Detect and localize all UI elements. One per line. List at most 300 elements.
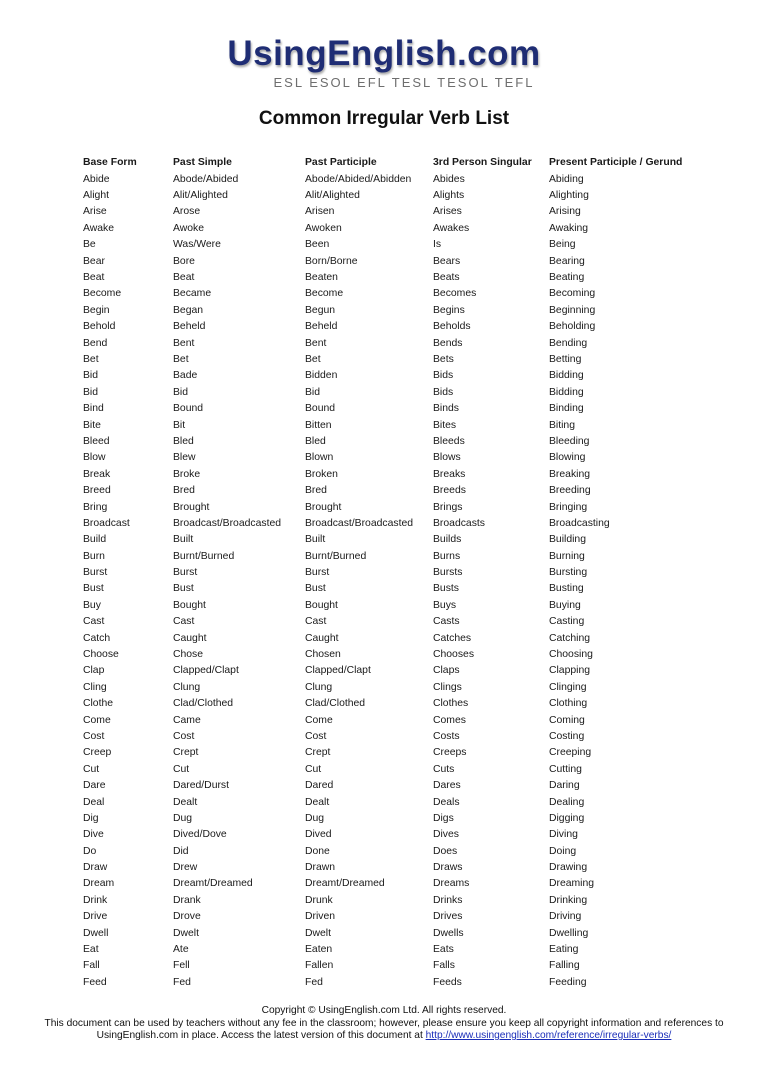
cell-third-person: Does [433, 845, 458, 857]
cell-present-participle: Drinking [549, 894, 588, 906]
cell-present-participle: Burning [549, 550, 585, 562]
cell-third-person: Catches [433, 632, 472, 644]
site-logo [0, 34, 768, 90]
cell-base-form: Begin [83, 304, 110, 316]
cell-third-person: Busts [433, 583, 459, 595]
cell-past-simple: Dived/Dove [173, 829, 227, 841]
cell-past-simple: Bit [173, 419, 186, 431]
cell-past-participle: Bet [305, 353, 321, 365]
cell-past-participle: Burst [305, 567, 330, 579]
cell-past-simple: Broadcast/Broadcasted [173, 517, 282, 529]
table-row [79, 843, 699, 859]
table-row [79, 597, 699, 613]
cell-present-participle: Cutting [549, 763, 582, 775]
cell-third-person: Beats [433, 272, 460, 284]
page-title: Common Irregular Verb List [258, 108, 510, 129]
cell-past-simple: Chose [173, 649, 204, 661]
cell-present-participle: Digging [549, 812, 585, 824]
table-row [79, 777, 699, 793]
cell-base-form: Dare [83, 780, 106, 792]
cell-past-participle: Alit/Alighted [305, 190, 360, 202]
cell-third-person: Binds [433, 403, 459, 415]
table-row [79, 499, 699, 515]
cell-base-form: Bleed [83, 435, 110, 447]
cell-past-participle: Bust [305, 583, 326, 595]
cell-base-form: Beat [83, 272, 105, 284]
cell-past-participle: Bid [305, 386, 321, 398]
table-row [79, 761, 699, 777]
cell-base-form: Bid [83, 370, 99, 382]
column-header-base-form: Base Form [83, 157, 137, 168]
cell-past-participle: Dived [305, 829, 332, 841]
cell-base-form: Become [83, 288, 122, 300]
cell-third-person: Bets [433, 353, 454, 365]
cell-past-participle: Bidden [305, 370, 338, 382]
cell-third-person: Awakes [433, 222, 470, 234]
cell-present-participle: Costing [549, 730, 585, 742]
table-row [79, 614, 699, 630]
cell-present-participle: Bending [549, 337, 588, 349]
cell-past-simple: Cost [173, 730, 195, 742]
cell-base-form: Cast [83, 616, 105, 628]
table-row [79, 810, 699, 826]
cell-present-participle: Doing [549, 845, 577, 857]
cell-present-participle: Awaking [549, 222, 589, 234]
cell-past-participle: Cut [305, 763, 322, 775]
cell-third-person: Is [433, 239, 442, 251]
cell-third-person: Bids [433, 370, 454, 382]
usage-notice [20, 1018, 748, 1043]
table-row [79, 319, 699, 335]
cell-third-person: Bursts [433, 567, 463, 579]
cell-past-participle: Chosen [305, 649, 341, 661]
cell-present-participle: Feeding [549, 976, 587, 988]
cell-present-participle: Diving [549, 829, 578, 841]
cell-third-person: Arises [433, 206, 462, 218]
cell-past-participle: Drunk [305, 894, 333, 906]
cell-third-person: Falls [433, 960, 455, 972]
cell-present-participle: Buying [549, 599, 581, 611]
irregular-verb-table [79, 154, 699, 991]
cell-past-participle: Broadcast/Broadcasted [305, 517, 414, 529]
table-row [79, 384, 699, 400]
cell-past-participle: Fallen [305, 960, 334, 972]
usage-notice-text: This document can be used by teachers without any fee in the classroom; however, please ensure you keep all copyright information and references to UsingEnglish.com in place. Access the latest version of this document at [44, 1017, 724, 1041]
cell-base-form: Fall [83, 960, 100, 972]
table-row [79, 679, 699, 695]
cell-base-form: Draw [83, 862, 108, 874]
cell-base-form: Drink [83, 894, 108, 906]
table-row [79, 286, 699, 302]
table-row [79, 909, 699, 925]
cell-third-person: Bends [433, 337, 463, 349]
cell-base-form: Blow [83, 452, 106, 464]
cell-present-participle: Binding [549, 403, 584, 415]
cell-past-participle: Done [305, 845, 330, 857]
cell-past-participle: Bred [305, 485, 327, 497]
cell-present-participle: Betting [549, 353, 582, 365]
table-row [79, 253, 699, 269]
cell-past-simple: Cast [173, 616, 195, 628]
cell-past-simple: Bet [173, 353, 189, 365]
cell-present-participle: Beholding [549, 321, 596, 333]
table-row [79, 302, 699, 318]
cell-third-person: Creeps [433, 747, 467, 759]
cell-base-form: Bind [83, 403, 104, 415]
column-header-present-participle: Present Participle / Gerund [549, 157, 683, 168]
table-row [79, 417, 699, 433]
cell-past-participle: Caught [305, 632, 339, 644]
cell-present-participle: Bearing [549, 255, 585, 267]
table-row [79, 548, 699, 564]
cell-base-form: Deal [83, 796, 105, 808]
cell-present-participle: Clinging [549, 681, 587, 693]
table-row [79, 171, 699, 187]
cell-present-participle: Catching [549, 632, 591, 644]
cell-past-participle: Dreamt/Dreamed [305, 878, 385, 890]
cell-third-person: Dares [433, 780, 461, 792]
cell-present-participle: Dealing [549, 796, 585, 808]
cell-past-participle: Broken [305, 468, 338, 480]
cell-past-participle: Bitten [305, 419, 332, 431]
cell-base-form: Broadcast [83, 517, 130, 529]
cell-base-form: Burst [83, 567, 108, 579]
cell-third-person: Drives [433, 911, 463, 923]
table-row [79, 941, 699, 957]
cell-present-participle: Bleeding [549, 435, 590, 447]
cell-base-form: Dwell [83, 927, 109, 939]
table-row [79, 859, 699, 875]
cell-third-person: Dreams [433, 878, 470, 890]
cell-present-participle: Becoming [549, 288, 596, 300]
cell-present-participle: Bidding [549, 386, 584, 398]
cell-third-person: Dwells [433, 927, 464, 939]
cell-base-form: Clap [83, 665, 105, 677]
table-row [79, 515, 699, 531]
table-row [79, 728, 699, 744]
cell-past-simple: Bust [173, 583, 194, 595]
cell-past-participle: Cast [305, 616, 327, 628]
cell-past-simple: Drove [173, 911, 201, 923]
cell-base-form: Bear [83, 255, 105, 267]
cell-past-simple: Drank [173, 894, 201, 906]
cell-third-person: Bleeds [433, 435, 465, 447]
cell-past-participle: Cost [305, 730, 327, 742]
cell-present-participle: Biting [549, 419, 575, 431]
cell-third-person: Comes [433, 714, 466, 726]
table-row [79, 564, 699, 580]
column-header-past-participle: Past Participle [305, 157, 377, 168]
cell-present-participle: Daring [549, 780, 580, 792]
cell-base-form: Do [83, 845, 97, 857]
cell-third-person: Claps [433, 665, 460, 677]
cell-present-participle: Clothing [549, 698, 588, 710]
cell-past-simple: Beat [173, 272, 195, 284]
cell-present-participle: Busting [549, 583, 584, 595]
cell-base-form: Creep [83, 747, 112, 759]
cell-third-person: Broadcasts [433, 517, 485, 529]
cell-past-simple: Began [173, 304, 204, 316]
cell-third-person: Abides [433, 173, 465, 185]
cell-base-form: Behold [83, 321, 116, 333]
table-row [79, 794, 699, 810]
cell-past-participle: Born/Borne [305, 255, 358, 267]
table-header-row [79, 154, 699, 171]
cell-past-participle: Bought [305, 599, 338, 611]
cell-past-simple: Bore [173, 255, 195, 267]
cell-past-participle: Built [305, 534, 326, 546]
cell-third-person: Costs [433, 730, 460, 742]
cell-past-participle: Burnt/Burned [305, 550, 367, 562]
cell-past-simple: Dwelt [173, 927, 199, 939]
cell-present-participle: Building [549, 534, 586, 546]
table-row [79, 220, 699, 236]
cell-third-person: Beholds [433, 321, 471, 333]
cell-third-person: Brings [433, 501, 463, 513]
cell-present-participle: Drawing [549, 862, 588, 874]
cell-third-person: Cuts [433, 763, 455, 775]
cell-base-form: Cut [83, 763, 100, 775]
cell-base-form: Bid [83, 386, 99, 398]
cell-past-simple: Bound [173, 403, 204, 415]
cell-past-participle: Bled [305, 435, 326, 447]
cell-third-person: Drinks [433, 894, 463, 906]
cell-base-form: Alight [83, 190, 109, 202]
cell-past-participle: Come [305, 714, 333, 726]
cell-past-simple: Clung [173, 681, 201, 693]
cell-base-form: Break [83, 468, 111, 480]
cell-past-participle: Awoken [305, 222, 342, 234]
cell-past-simple: Clad/Clothed [173, 698, 234, 710]
cell-present-participle: Beating [549, 272, 585, 284]
cell-past-participle: Blown [305, 452, 334, 464]
cell-third-person: Alights [433, 190, 465, 202]
cell-past-participle: Brought [305, 501, 342, 513]
cell-base-form: Catch [83, 632, 111, 644]
cell-base-form: Cost [83, 730, 105, 742]
table-row [79, 958, 699, 974]
cell-past-participle: Dwelt [305, 927, 331, 939]
cell-third-person: Buys [433, 599, 457, 611]
cell-third-person: Becomes [433, 288, 477, 300]
table-row [79, 745, 699, 761]
logo-tagline: ESL ESOL EFL TESL TESOL TEFL [273, 75, 535, 90]
table-row [79, 400, 699, 416]
cell-base-form: Bend [83, 337, 108, 349]
table-row [79, 204, 699, 220]
table-row [79, 712, 699, 728]
cell-past-simple: Arose [173, 206, 201, 218]
table-row [79, 450, 699, 466]
cell-present-participle: Casting [549, 616, 585, 628]
cell-past-participle: Drawn [305, 862, 336, 874]
cell-base-form: Build [83, 534, 107, 546]
cell-third-person: Draws [433, 862, 463, 874]
cell-past-simple: Brought [173, 501, 210, 513]
table-row [79, 433, 699, 449]
cell-third-person: Begins [433, 304, 465, 316]
cell-past-participle: Clapped/Clapt [305, 665, 371, 677]
cell-past-simple: Burnt/Burned [173, 550, 235, 562]
cell-past-simple: Beheld [173, 321, 206, 333]
cell-past-participle: Eaten [305, 944, 333, 956]
cell-past-simple: Dreamt/Dreamed [173, 878, 253, 890]
table-row [79, 351, 699, 367]
cell-present-participle: Coming [549, 714, 585, 726]
cell-past-simple: Fell [173, 960, 190, 972]
table-row [79, 466, 699, 482]
cell-present-participle: Arising [549, 206, 581, 218]
cell-present-participle: Creeping [549, 747, 592, 759]
table-row [79, 269, 699, 285]
table-row [79, 368, 699, 384]
cell-past-participle: Dealt [305, 796, 330, 808]
cell-past-simple: Bred [173, 485, 195, 497]
cell-present-participle: Falling [549, 960, 580, 972]
cell-base-form: Clothe [83, 698, 114, 710]
cell-base-form: Be [83, 239, 96, 251]
cell-third-person: Bears [433, 255, 461, 267]
cell-past-participle: Dug [305, 812, 325, 824]
cell-base-form: Feed [83, 976, 107, 988]
cell-past-simple: Drew [173, 862, 198, 874]
cell-base-form: Breed [83, 485, 111, 497]
cell-third-person: Feeds [433, 976, 462, 988]
cell-past-simple: Blew [173, 452, 196, 464]
table-row [79, 335, 699, 351]
cell-third-person: Blows [433, 452, 461, 464]
table-row [79, 827, 699, 843]
cell-base-form: Dive [83, 829, 104, 841]
cell-past-participle: Bound [305, 403, 336, 415]
cell-present-participle: Beginning [549, 304, 596, 316]
table-row [79, 974, 699, 990]
cell-past-participle: Clung [305, 681, 333, 693]
cell-third-person: Clings [433, 681, 462, 693]
cell-past-participle: Crept [305, 747, 331, 759]
cell-base-form: Bring [83, 501, 108, 513]
table-body [79, 171, 699, 991]
cell-base-form: Burn [83, 550, 105, 562]
table-row [79, 892, 699, 908]
column-header-past-simple: Past Simple [173, 157, 232, 168]
cell-base-form: Dig [83, 812, 99, 824]
cell-past-participle: Become [305, 288, 344, 300]
cell-present-participle: Blowing [549, 452, 586, 464]
table-row [79, 482, 699, 498]
footer [20, 1005, 748, 1043]
cell-present-participle: Broadcasting [549, 517, 610, 529]
cell-past-simple: Awoke [173, 222, 204, 234]
cell-past-simple: Ate [173, 944, 189, 956]
cell-base-form: Bust [83, 583, 104, 595]
cell-third-person: Breeds [433, 485, 466, 497]
cell-base-form: Awake [83, 222, 114, 234]
cell-third-person: Burns [433, 550, 461, 562]
cell-past-simple: Became [173, 288, 212, 300]
cell-past-participle: Clad/Clothed [305, 698, 366, 710]
cell-past-simple: Dug [173, 812, 193, 824]
reference-link[interactable]: http://www.usingenglish.com/reference/irregular-verbs/ [425, 1030, 672, 1041]
cell-present-participle: Clapping [549, 665, 591, 677]
cell-base-form: Come [83, 714, 111, 726]
cell-past-simple: Dealt [173, 796, 198, 808]
cell-present-participle: Eating [549, 944, 579, 956]
cell-past-simple: Did [173, 845, 189, 857]
cell-third-person: Deals [433, 796, 460, 808]
cell-past-simple: Bade [173, 370, 198, 382]
cell-third-person: Dives [433, 829, 459, 841]
logo-wordmark: UsingEnglish.com [227, 34, 541, 73]
cell-past-participle: Beheld [305, 321, 338, 333]
cell-base-form: Cling [83, 681, 107, 693]
cell-base-form: Bite [83, 419, 101, 431]
column-header-third-person: 3rd Person Singular [433, 157, 532, 168]
cell-past-simple: Built [173, 534, 194, 546]
cell-present-participle: Alighting [549, 190, 589, 202]
cell-present-participle: Choosing [549, 649, 593, 661]
cell-third-person: Bids [433, 386, 454, 398]
cell-past-simple: Alit/Alighted [173, 190, 228, 202]
cell-past-simple: Dared/Durst [173, 780, 230, 792]
table-row [79, 663, 699, 679]
cell-past-participle: Been [305, 239, 330, 251]
cell-third-person: Chooses [433, 649, 475, 661]
cell-past-participle: Abode/Abided/Abidden [305, 173, 412, 185]
cell-past-participle: Driven [305, 911, 336, 923]
cell-past-simple: Caught [173, 632, 207, 644]
table-row [79, 876, 699, 892]
cell-base-form: Bet [83, 353, 99, 365]
cell-past-simple: Fed [173, 976, 191, 988]
cell-third-person: Casts [433, 616, 460, 628]
table-row [79, 581, 699, 597]
table-row [79, 237, 699, 253]
cell-present-participle: Bursting [549, 567, 588, 579]
cell-third-person: Eats [433, 944, 454, 956]
cell-past-simple: Broke [173, 468, 201, 480]
cell-present-participle: Being [549, 239, 576, 251]
cell-present-participle: Breaking [549, 468, 591, 480]
cell-past-participle: Bent [305, 337, 327, 349]
cell-past-simple: Burst [173, 567, 198, 579]
cell-present-participle: Dreaming [549, 878, 595, 890]
cell-present-participle: Bidding [549, 370, 584, 382]
cell-past-simple: Came [173, 714, 201, 726]
table-row [79, 696, 699, 712]
cell-past-simple: Bought [173, 599, 206, 611]
table-row [79, 532, 699, 548]
copyright-notice: Copyright © UsingEnglish.com Ltd. All rights reserved. [261, 1005, 507, 1016]
cell-past-simple: Bled [173, 435, 194, 447]
table-row [79, 925, 699, 941]
cell-past-participle: Beaten [305, 272, 338, 284]
cell-past-simple: Bent [173, 337, 195, 349]
cell-present-participle: Bringing [549, 501, 588, 513]
cell-past-simple: Clapped/Clapt [173, 665, 239, 677]
cell-past-simple: Cut [173, 763, 190, 775]
cell-base-form: Abide [83, 173, 110, 185]
cell-third-person: Digs [433, 812, 454, 824]
cell-past-simple: Abode/Abided [173, 173, 239, 185]
cell-present-participle: Dwelling [549, 927, 589, 939]
cell-present-participle: Driving [549, 911, 582, 923]
cell-base-form: Dream [83, 878, 115, 890]
cell-base-form: Eat [83, 944, 99, 956]
cell-present-participle: Abiding [549, 173, 584, 185]
table-row [79, 646, 699, 662]
cell-present-participle: Breeding [549, 485, 591, 497]
